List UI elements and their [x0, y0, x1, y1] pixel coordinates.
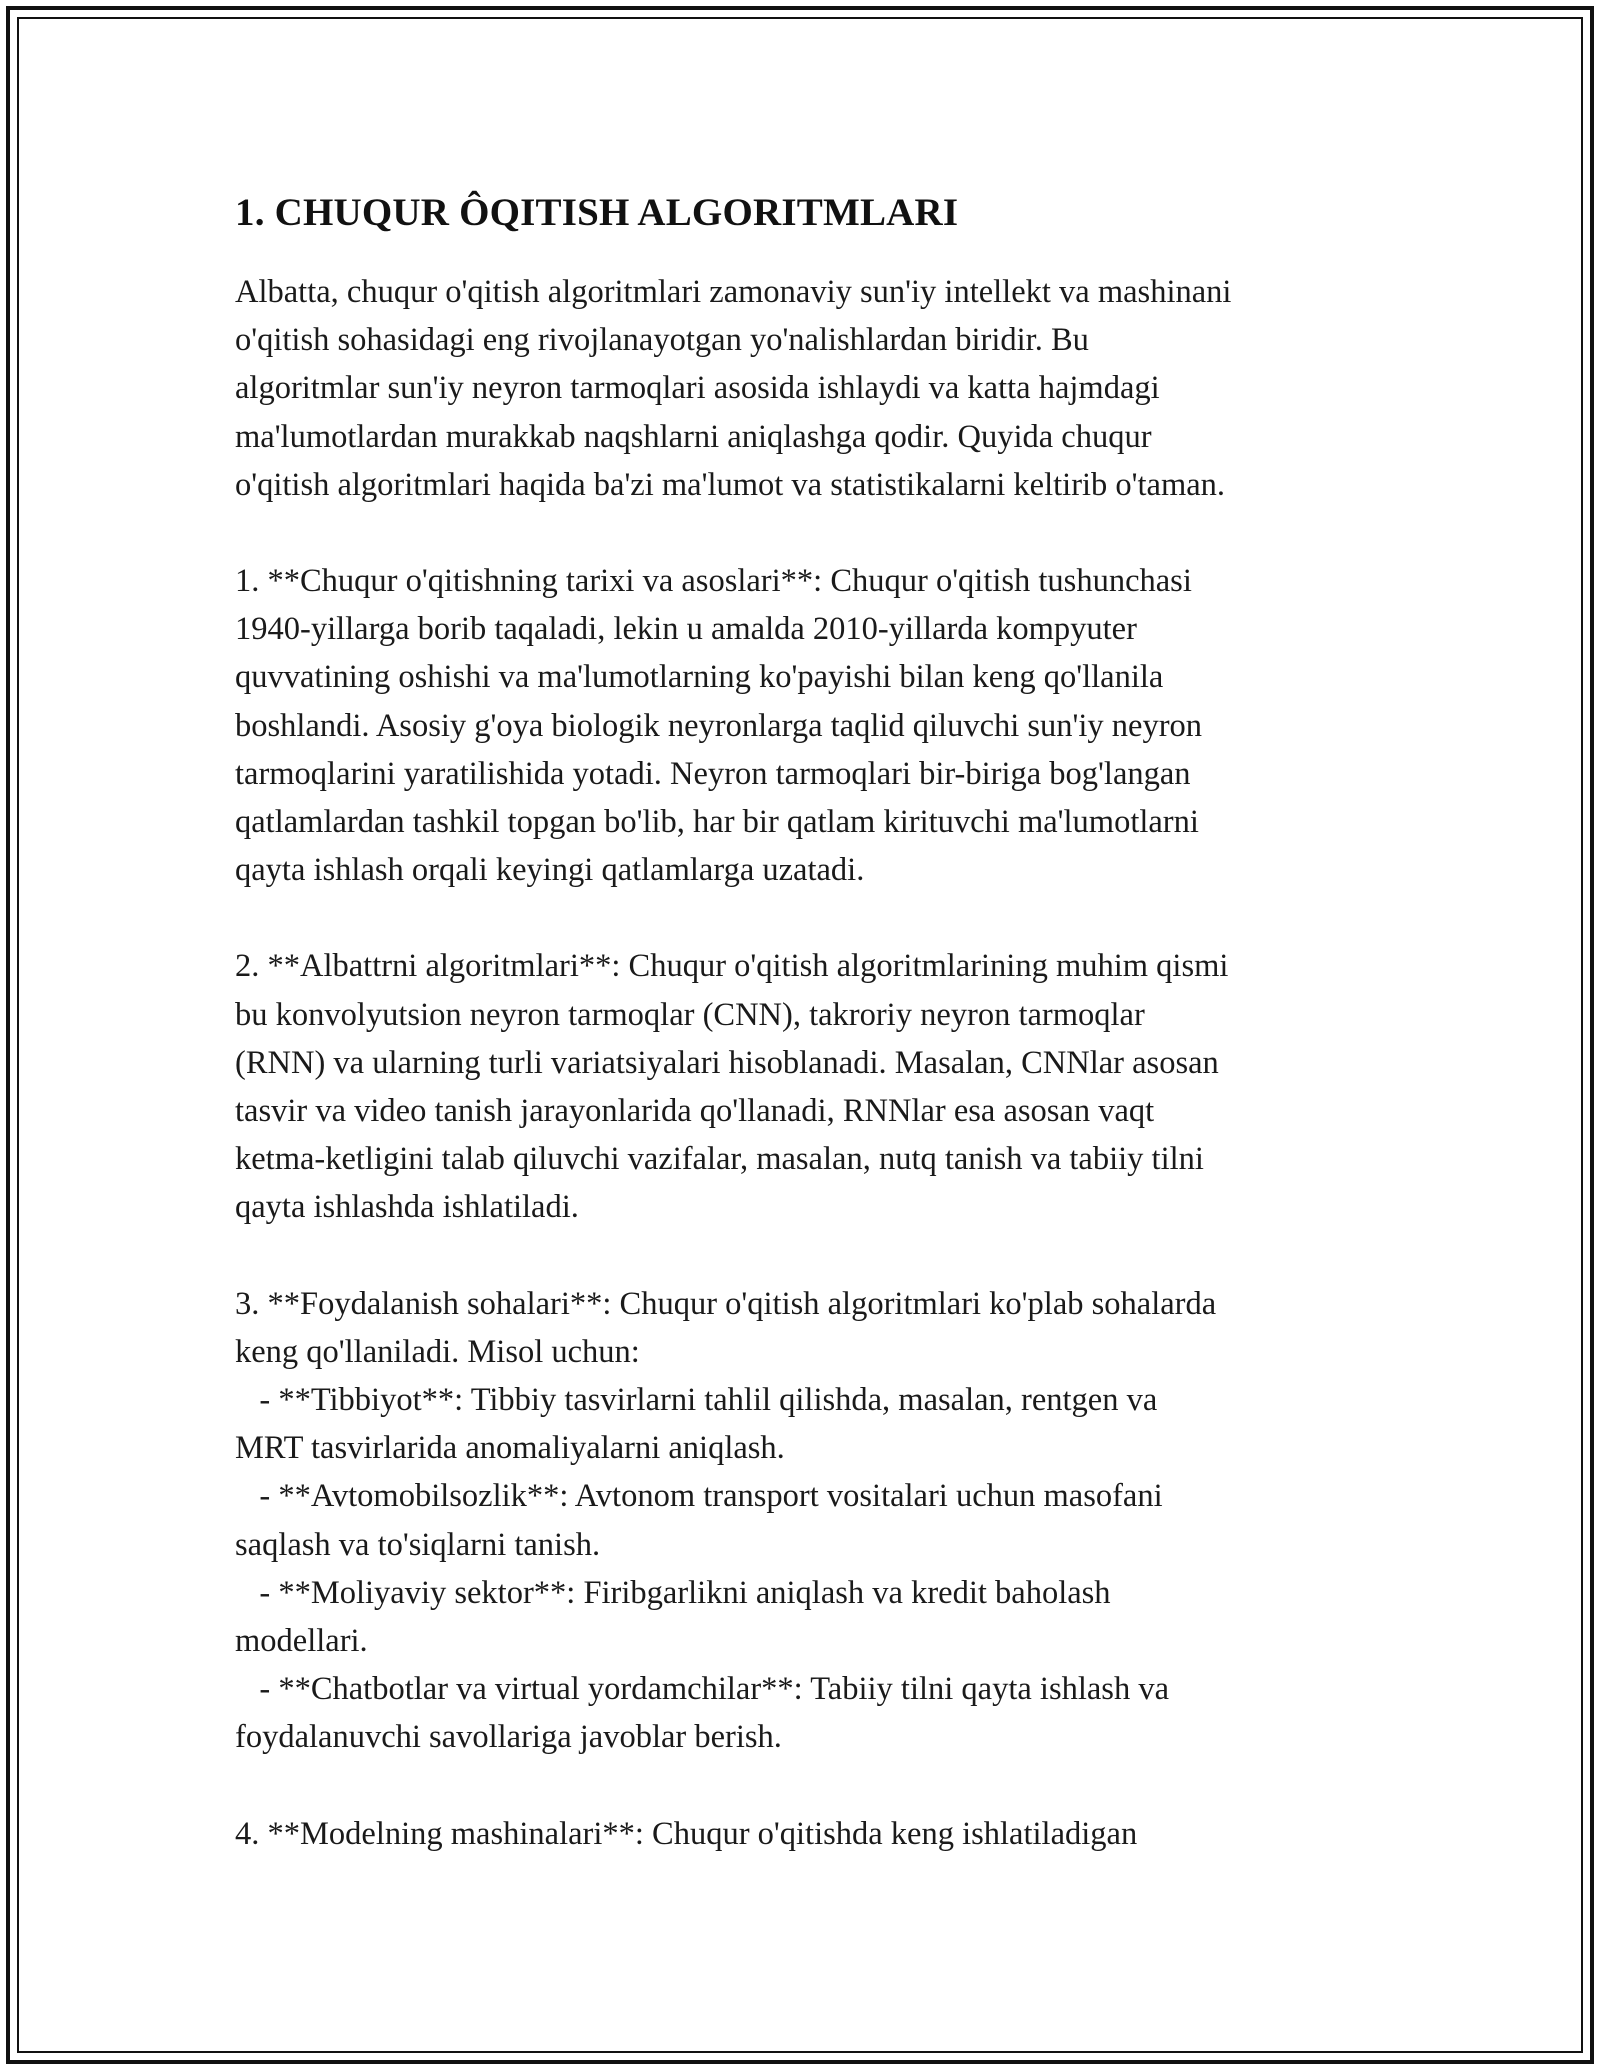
paragraph-line: qayta ishlash orqali keyingi qatlamlarga uzatadi. [235, 852, 865, 889]
paragraph-line: boshlandi. Asosiy g'oya biologik neyronlarga taqlid qiluvchi sun'iy neyron [235, 707, 1203, 744]
paragraph-line: foydalanuvchi savollariga javoblar berish. [235, 1719, 782, 1756]
paragraph-line: MRT tasvirlarida anomaliyalarni aniqlash. [235, 1430, 785, 1467]
paragraph-line: algoritmlar sun'iy neyron tarmoqlari asosida ishlaydi va katta hajmdagi [235, 370, 1160, 407]
paragraph-line: - **Moliyaviy sektor**: Firibgarlikni aniqlash va kredit baholash [235, 1574, 1111, 1611]
document-title: 1. CHUQUR ÔQITISH ALGORITMLARI [235, 191, 959, 234]
paragraph-line: modellari. [235, 1623, 368, 1660]
paragraph-line: 3. **Foydalanish sohalari**: Chuqur o'qitish algoritmlari ko'plab sohalarda [235, 1285, 1217, 1322]
paragraph-line: - **Tibbiyot**: Tibbiy tasvirlarni tahlil qilishda, masalan, rentgen va [235, 1382, 1158, 1419]
paragraph-line: tasvir va video tanish jarayonlarida qo'llanadi, RNNlar esa asosan vaqt [235, 1093, 1155, 1130]
paragraph-line: 4. **Modelning mashinalari**: Chuqur o'qitishda keng ishlatiladigan [235, 1815, 1138, 1852]
document-body [235, 188, 1375, 1906]
paragraph-2 [235, 557, 1375, 894]
paragraph-line: ma'lumotlardan murakkab naqshlarni aniqlashga qodir. Quyida chuqur [235, 418, 1152, 455]
paragraph-line: keng qo'llaniladi. Misol uchun: [235, 1333, 640, 1370]
paragraph-list [235, 268, 1375, 1858]
paragraph-3 [235, 942, 1375, 1231]
paragraph-line: 2. **Albattrni algoritmlari**: Chuqur o'qitish algoritmlarining muhim qismi [235, 948, 1229, 985]
paragraph-line: saqlash va to'siqlarni tanish. [235, 1526, 601, 1563]
paragraph-line: - **Chatbotlar va virtual yordamchilar**: Tabiiy tilni qayta ishlash va [235, 1671, 1169, 1708]
paragraph-5 [235, 1810, 1375, 1858]
paragraph-line: quvvatining oshishi va ma'lumotlarning ko'payishi bilan keng qo'llanila [235, 659, 1164, 696]
paragraph-line: Albatta, chuqur o'qitish algoritmlari zamonaviy sun'iy intellekt va mashinani [235, 274, 1232, 310]
paragraph-line: o'qitish algoritmlari haqida ba'zi ma'lumot va statistikalarni keltirib o'taman. [235, 466, 1226, 503]
paragraph-line: qatlamlardan tashkil topgan bo'lib, har bir qatlam kirituvchi ma'lumotlarni [235, 804, 1199, 841]
paragraph-line: 1940-yillarga borib taqaladi, lekin u amalda 2010-yillarda kompyuter [235, 611, 1137, 648]
paragraph-line: (RNN) va ularning turli variatsiyalari hisoblanadi. Masalan, CNNlar asosan [235, 1044, 1219, 1081]
paragraph-line: tarmoqlarini yaratilishida yotadi. Neyron tarmoqlari bir-biriga bog'langan [235, 755, 1191, 792]
paragraph-line: o'qitish sohasidagi eng rivojlanayotgan yo'nalishlardan biridir. Bu [235, 322, 1089, 359]
paragraph-line: ketma-ketligini talab qiluvchi vazifalar, masalan, nutq tanish va tabiiy tilni [235, 1141, 1204, 1178]
paragraph-line: bu konvolyutsion neyron tarmoqlar (CNN), takroriy neyron tarmoqlar [235, 996, 1145, 1033]
paragraph-4 [235, 1280, 1375, 1762]
paragraph-line: - **Avtomobilsozlik**: Avtonom transport vositalari uchun masofani [235, 1478, 1163, 1515]
paragraph-1 [235, 268, 1375, 509]
paragraph-line: 1. **Chuqur o'qitishning tarixi va asoslari**: Chuqur o'qitish tushunchasi [235, 563, 1192, 600]
paragraph-line: qayta ishlashda ishlatiladi. [235, 1189, 579, 1226]
